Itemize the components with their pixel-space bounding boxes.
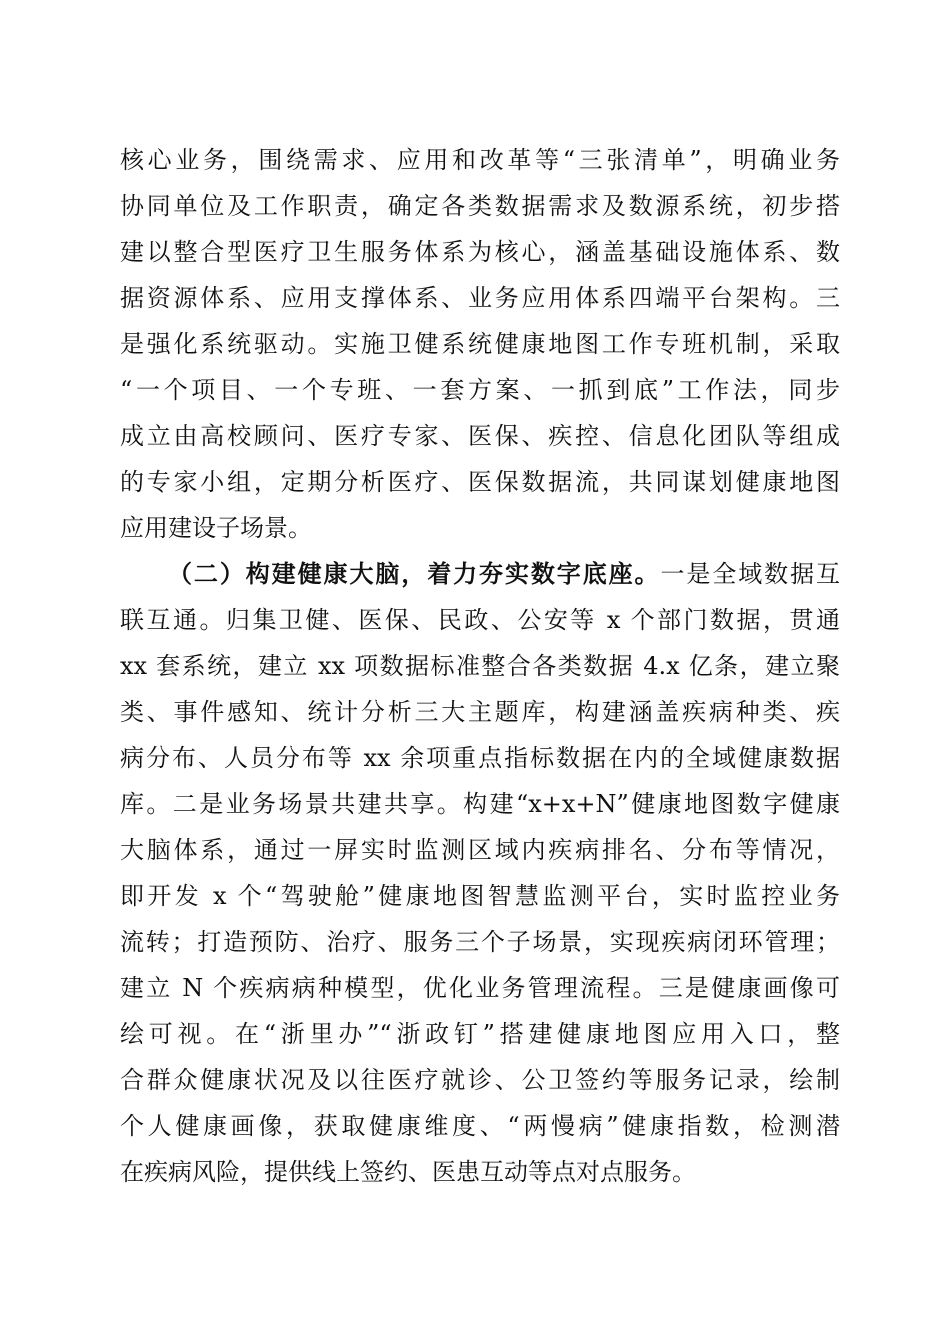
- paragraph-2-line: 个人健康画像，获取健康维度、“两慢病”健康指数，检测潜: [120, 1112, 840, 1140]
- paragraph-1-line: 的专家小组，定期分析医疗、医保数据流，共同谋划健康地图: [120, 468, 840, 496]
- paragraph-1-line: 据资源体系、应用支撑体系、业务应用体系四端平台架构。三: [120, 284, 840, 312]
- paragraph-2-line: 合群众健康状况及以往医疗就诊、公卫签约等服务记录，绘制: [120, 1066, 840, 1094]
- paragraph-2-line: 病分布、人员分布等 xx 余项重点指标数据在内的全域健康数据: [120, 744, 840, 772]
- paragraph-2-line: 绘可视。在“浙里办”“浙政钉”搭建健康地图应用入口，整: [120, 1020, 840, 1048]
- paragraph-2-first-line: [168, 559, 840, 589]
- paragraph-1-line: 协同单位及工作职责，确定各类数据需求及数源系统，初步搭: [120, 192, 840, 220]
- paragraph-2-line: 库。二是业务场景共建共享。构建“x+x+N”健康地图数字健康: [120, 790, 840, 818]
- paragraph-2-line: 即开发 x 个“驾驶舱”健康地图智慧监测平台，实时监控业务: [120, 882, 840, 910]
- paragraph-1-line: 核心业务，围绕需求、应用和改革等“三张清单”，明确业务: [120, 146, 840, 174]
- paragraph-2-line: xx 套系统，建立 xx 项数据标准整合各类数据 4.x 亿条，建立聚: [120, 652, 840, 680]
- paragraph-1-line: 成立由高校顾问、医疗专家、医保、疾控、信息化团队等组成: [120, 422, 840, 450]
- paragraph-1-line: “一个项目、一个专班、一套方案、一抓到底”工作法，同步: [120, 376, 840, 404]
- paragraph-2-first-line-text: 一是全域数据互: [660, 560, 841, 588]
- paragraph-1-line: 是强化系统驱动。实施卫健系统健康地图工作专班机制，采取: [120, 330, 840, 358]
- paragraph-2-line: 联互通。归集卫健、医保、民政、公安等 x 个部门数据，贯通: [120, 606, 840, 634]
- paragraph-1-line: 应用建设子场景。: [120, 514, 312, 542]
- section-heading: （二）构建健康大脑，着力夯实数字底座。: [168, 559, 661, 588]
- paragraph-2-line: 建立 N 个疾病病种模型，优化业务管理流程。三是健康画像可: [120, 974, 840, 1002]
- paragraph-2-line: 大脑体系，通过一屏实时监测区域内疾病排名、分布等情况，: [120, 836, 840, 864]
- paragraph-2-line: 流转；打造预防、治疗、服务三个子场景，实现疾病闭环管理；: [120, 928, 840, 956]
- paragraph-2-line: 在疾病风险，提供线上签约、医患互动等点对点服务。: [120, 1158, 696, 1186]
- paragraph-2-line: 类、事件感知、统计分析三大主题库，构建涵盖疾病种类、疾: [120, 698, 840, 726]
- paragraph-1-line: 建以整合型医疗卫生服务体系为核心，涵盖基础设施体系、数: [120, 238, 840, 266]
